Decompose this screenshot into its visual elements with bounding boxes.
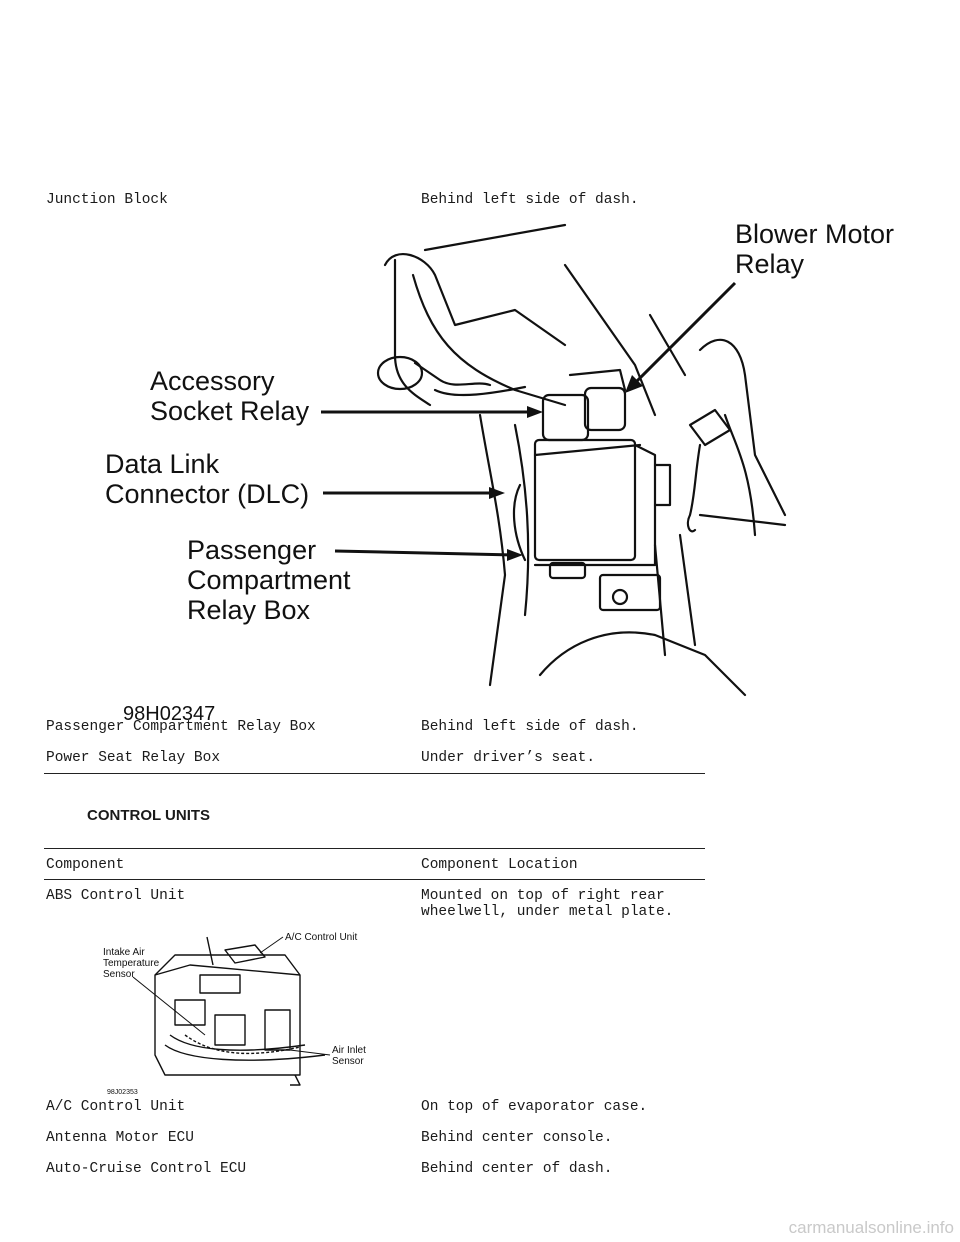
figure-ac-control-unit-illustration — [95, 925, 395, 1100]
label-intake-line2: Temperature — [103, 958, 160, 969]
figure1-code: 98H02347 — [123, 703, 216, 725]
label-intake-line3: Sensor — [103, 969, 135, 980]
label-intake-line1: Intake Air — [103, 947, 145, 958]
label-blower-motor-line1: Blower Motor — [735, 219, 895, 249]
label-air-inlet-line2: Sensor — [332, 1056, 364, 1067]
figure-relay-box-illustration — [95, 215, 895, 725]
divider-2 — [44, 848, 705, 849]
label-dlc-line2: Connector (DLC) — [105, 479, 310, 509]
table-header-location: Component Location — [421, 857, 578, 873]
row-antenna-motor-component: Antenna Motor ECU — [46, 1130, 194, 1146]
label-accessory-line1: Accessory — [150, 366, 275, 396]
label-passenger-line3: Relay Box — [187, 595, 311, 625]
table-header-component: Component — [46, 857, 125, 873]
label-dlc-line1: Data Link — [105, 449, 220, 479]
row-power-seat-component: Power Seat Relay Box — [46, 750, 221, 766]
divider-3 — [44, 879, 705, 880]
divider-1 — [44, 773, 705, 774]
row-antenna-motor-location: Behind center console. — [421, 1130, 613, 1146]
row-junction-block-location: Behind left side of dash. — [421, 192, 639, 208]
row-passenger-relay-component: Passenger Compartment Relay Box — [46, 719, 316, 735]
section-heading-control-units: CONTROL UNITS — [87, 807, 211, 824]
figure2-code: 98J02353 — [107, 1089, 138, 1096]
watermark-footer: carmanualsonline.info — [788, 1218, 954, 1237]
row-ac-control-location: On top of evaporator case. — [421, 1099, 648, 1115]
row-auto-cruise-location: Behind center of dash. — [421, 1161, 613, 1177]
row-power-seat-location: Under driver’s seat. — [421, 750, 596, 766]
label-passenger-line2: Compartment — [187, 565, 351, 595]
row-abs-location-line2: wheelwell, under metal plate. — [421, 904, 674, 920]
row-passenger-relay-location: Behind left side of dash. — [421, 719, 639, 735]
row-ac-control-component: A/C Control Unit — [46, 1099, 186, 1115]
row-junction-block-component: Junction Block — [46, 192, 168, 208]
row-abs-component: ABS Control Unit — [46, 888, 186, 904]
row-abs-location-line1: Mounted on top of right rear — [421, 888, 665, 904]
label-accessory-line2: Socket Relay — [150, 396, 310, 426]
row-auto-cruise-component: Auto-Cruise Control ECU — [46, 1161, 247, 1177]
label-passenger-line1: Passenger — [187, 535, 317, 565]
label-blower-motor-line2: Relay — [735, 249, 805, 279]
label-air-inlet-line1: Air Inlet — [332, 1045, 366, 1056]
label-ac-control-unit: A/C Control Unit — [285, 932, 358, 943]
